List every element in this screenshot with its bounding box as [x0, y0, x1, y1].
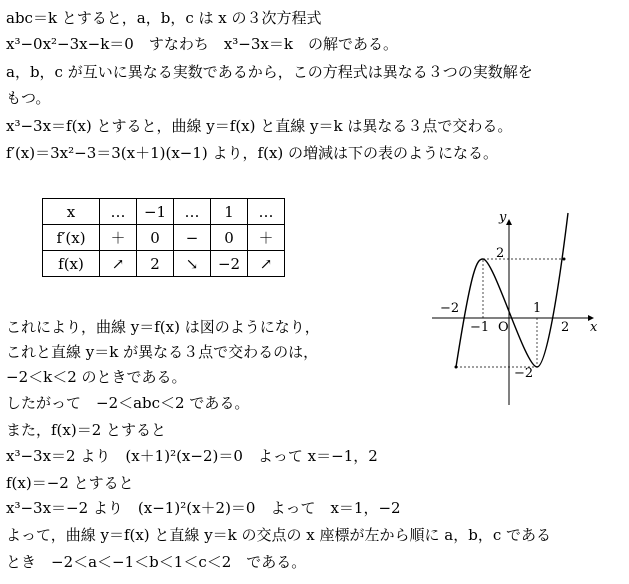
table-cell: −1 [137, 199, 174, 225]
tick-label-y-2: 2 [496, 246, 505, 261]
table-cell: ↗ [248, 251, 285, 277]
text-line-15: よって，曲線 y＝f(x) と直線 y＝k の交点の x 座標が左から順に a，b，c である [6, 526, 552, 544]
text-line-12: x³−3x＝2 より (x＋1)²(x−2)＝0 よって x＝−1，2 [6, 447, 378, 465]
tick-label-x-1: 1 [533, 301, 542, 316]
table-row [43, 225, 285, 251]
table-cell: x [43, 199, 100, 225]
table-cell: f(x) [43, 251, 100, 277]
x-axis-label: x [590, 320, 598, 335]
table-cell: − [174, 225, 211, 251]
origin-label: O [498, 320, 509, 335]
text-line-4: もつ。 [6, 89, 51, 107]
table-cell: 1 [211, 199, 248, 225]
table-cell: … [100, 199, 137, 225]
text-line-1: abc＝k とすると，a，b，c は x の３次方程式 [6, 9, 322, 27]
text-line-8: これと直線 y＝k が異なる３点で交わるのは， [6, 343, 319, 361]
text-line-14: x³−3x＝−2 より (x−1)²(x＋2)＝0 よって x＝1，−2 [6, 499, 401, 517]
table-cell: … [248, 199, 285, 225]
text-line-2: x³−0x²−3x−k＝0 すなわち x³−3x＝k の解である。 [6, 35, 398, 53]
table-cell: … [174, 199, 211, 225]
table-row [43, 251, 285, 277]
table-cell: 2 [137, 251, 174, 277]
tick-label-x-neg2: −2 [440, 301, 460, 316]
tick-label-y-neg2: −2 [514, 366, 534, 381]
tick-label-x-2: 2 [561, 320, 570, 335]
curve-point [455, 366, 458, 369]
text-line-9: −2＜k＜2 のときである。 [6, 368, 187, 386]
tick-label-x-neg1: −1 [470, 320, 490, 335]
text-line-16: とき −2＜a＜−1＜b＜1＜c＜2 である。 [6, 553, 307, 571]
text-line-5: x³−3x＝f(x) とすると，曲線 y＝f(x) と直線 y＝k は異なる３点で交わる。 [6, 117, 513, 135]
increase-decrease-table [42, 198, 285, 277]
table-cell: ＋ [248, 225, 285, 251]
text-line-7: これにより，曲線 y＝f(x) は図のようになり， [6, 318, 320, 336]
table-cell: ＋ [100, 225, 137, 251]
table-cell: ↘ [174, 251, 211, 277]
text-line-13: f(x)＝−2 とすると [6, 474, 134, 492]
text-line-11: また，f(x)＝2 とすると [6, 421, 167, 439]
table-row [43, 199, 285, 225]
table-cell: 0 [137, 225, 174, 251]
y-axis-arrow-icon [506, 219, 512, 225]
cubic-graph [410, 205, 610, 410]
text-line-10: したがって −2＜abc＜2 である。 [6, 394, 250, 412]
text-line-3: a，b，c が互いに異なる実数であるから，この方程式は異なる３つの実数解を [6, 63, 533, 81]
y-axis-label: y [499, 210, 507, 225]
curve-point [563, 258, 566, 261]
table-cell: 0 [211, 225, 248, 251]
cubic-curve [456, 213, 568, 367]
table-cell: −2 [211, 251, 248, 277]
table-cell: f′(x) [43, 225, 100, 251]
text-line-6: f′(x)＝3x²−3＝3(x＋1)(x−1) より，f(x) の増減は下の表のようになる。 [6, 144, 499, 162]
table-cell: ↗ [100, 251, 137, 277]
